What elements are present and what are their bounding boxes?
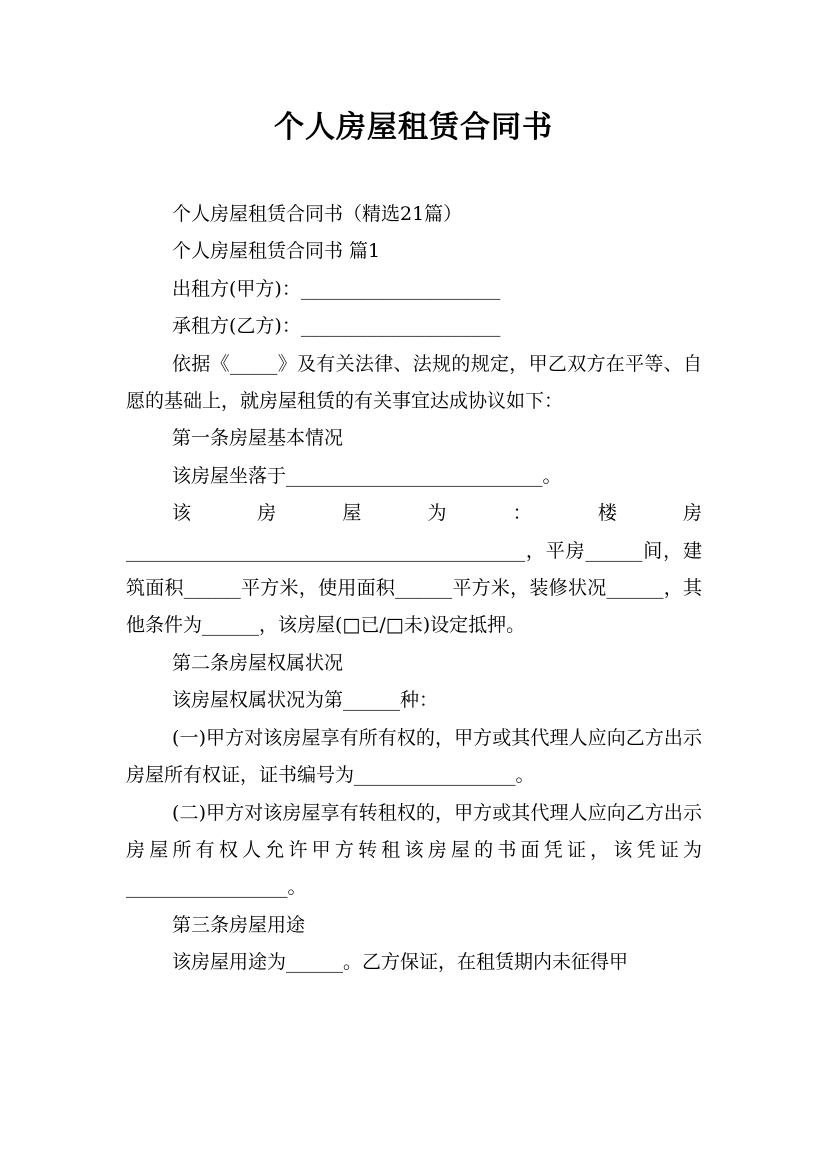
paragraph-article-2-heading: 第二条房屋权属状况 xyxy=(172,651,344,674)
paragraph-section-heading: 个人房屋租赁合同书 篇1 xyxy=(172,240,381,263)
paragraph-ownership-type: 该房屋权属状况为第______种： xyxy=(172,689,439,712)
paragraph-location: 该房屋坐落于___________________________。 xyxy=(172,464,562,487)
document-title: 个人房屋租赁合同书 xyxy=(274,110,553,145)
paragraph-usage: 该房屋用途为______。乙方保证，在租赁期内未征得甲 xyxy=(172,951,629,974)
paragraph-subtitle: 个人房屋租赁合同书（精选21篇） xyxy=(172,203,463,225)
paragraph-article-3-heading: 第三条房屋用途 xyxy=(172,913,306,936)
paragraph-house-type-line: 该 房 屋 为 ： 楼 房 xyxy=(172,502,702,525)
paragraph-article-1-heading: 第一条房屋基本情况 xyxy=(172,427,344,450)
paragraph-basis: 依据《_____》及有关法律、法规的规定，甲乙双方在平等、自愿的基础上，就房屋租赁的有关事宜达成协议如下： xyxy=(126,352,702,413)
document-body xyxy=(126,196,702,982)
paragraph-lessee: 承租方(乙方)：_____________________ xyxy=(172,315,501,338)
paragraph-house-details: __________________________________________，平房______间，建筑面积______平方米，使用面积______平方米，装修状况______，其他条件为______，该房屋(□已/□未)设定抵押。 xyxy=(126,539,702,637)
paragraph-lessor: 出租方(甲方)：_____________________ xyxy=(172,277,501,300)
paragraph-ownership-clause-2: (二)甲方对该房屋享有转租权的，甲方或其代理人应向乙方出示房屋所有权人允许甲方转租该房屋的书面凭证，该凭证为_________________。 xyxy=(126,801,702,899)
paragraph-ownership-clause-1: (一)甲方对该房屋享有所有权的，甲方或其代理人应向乙方出示房屋所有权证，证书编号为_________________。 xyxy=(126,726,702,787)
